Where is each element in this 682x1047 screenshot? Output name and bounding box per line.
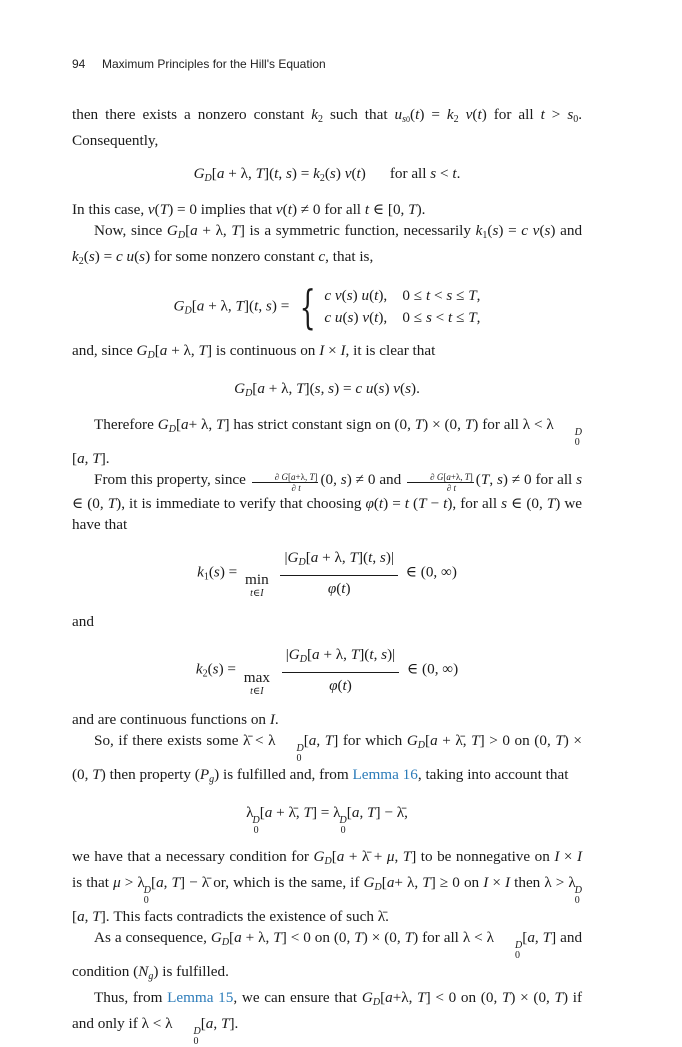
equation-k1-min: $k_1(s)$ = min t∈I $\frac{|G_D[a + \lambda, T](t, s)|}{\varphi(t)}$ ∈ (0, ∞) bbox=[197, 549, 457, 600]
paragraph-4: and, since $G_D[a + \lambda$, T] is continuous on I × I, it is clear that bbox=[72, 342, 436, 361]
equation-green-kernel-k2: $G_D[a + \lambda$, T](t, $s) = k_2(s)$ v(t) for all s < t. bbox=[193, 165, 461, 184]
running-header bbox=[72, 57, 326, 71]
paragraph-9: So, if there exists some λ̄ < λ D 0 [a, T] for which $G_D[a$ + λ̄, T] > 0 on (0, T) × (0, T) then property $(P_g)$ is fulfilled and, from Lemma 16, taking into account that bbox=[72, 731, 582, 785]
paragraph-8: and are continuous functions on I. bbox=[72, 710, 279, 728]
paragraph-5: Therefore $G_D[a+ \lambda$, T] has strict constant sign on (0, T) × (0, T) for all λ < λ D 0 [a, T]. bbox=[72, 416, 583, 467]
running-title: Maximum Principles for the Hill's Equation bbox=[102, 57, 326, 71]
paragraph-10: we have that a necessary condition for $G_D[a$ + λ̄ + μ, T] to be nonnegative on I × I is that μ > λ D 0 [a, T] − λ̄ or, which is the same, if $G_D[a+ \lambda$, T] ≥ 0 on I × I then λ > λ D 0 [a, T]. This facts contradicts the existence of such λ̄. bbox=[72, 847, 583, 925]
lemma-15-link[interactable]: Lemma 15 bbox=[167, 988, 234, 1006]
paragraph-12: Thus, from Lemma 15, we can ensure that $G_D[a+\lambda$, T] < 0 on (0, T) × (0, T) if and only if λ < λ D 0 [a, T]. bbox=[72, 988, 583, 1047]
paragraph-1: then there exists a nonzero constant $k_2$ such that $u_{s0}(t) = k_2$ v(t) for all $t > s_0$. Consequently, bbox=[72, 106, 583, 149]
page-body bbox=[72, 104, 582, 1047]
paragraph-3: Now, since $G_D[a + \lambda$, T] is a symmetric function, necessarily $k_1(s) = c$ v(s) and $k_2(s) = c$ u(s) for some nonzero constant c, that is, bbox=[72, 222, 583, 267]
paragraph-7: and bbox=[72, 613, 94, 631]
page-number: 94 bbox=[72, 57, 86, 71]
paragraph-11: As a consequence, $G_D[a + \lambda$, T] < 0 on (0, T) × (0, T) for all λ < λ D 0 [a, T] and condition $(N_g)$ is fulfilled. bbox=[72, 928, 583, 982]
equation-eigenvalue-shift: λ D 0 [a + λ̄, T] = λ D 0 [a, T] − λ̄, bbox=[246, 803, 408, 836]
paragraph-2: In this case, v(T) = 0 implies that v(t) ≠ 0 for all t ∈ [0, T). bbox=[72, 201, 426, 218]
equation-piecewise-green: $G_D[a + \lambda$, T](t, s) = { c v(s) u(t), 0 ≤ t < s ≤ T, c u(s) v(t), 0 ≤ s < t ≤ T, bbox=[173, 280, 481, 334]
equation-k2-max: $k_2(s)$ = max t∈I $\frac{|G_D[a + \lambda, T](t, s)|}{\varphi(t)}$ ∈ (0, ∞) bbox=[195, 646, 459, 697]
equation-diagonal: $G_D[a + \lambda$, T](s, s) = c u(s) v(s). bbox=[234, 380, 420, 399]
lemma-16-link[interactable]: Lemma 16 bbox=[352, 765, 418, 783]
paragraph-6: From this property, since $\frac{\partial G[a+\lambda, T]}{\partial t}$ (0, s) ≠ 0 and $\frac{\partial G[a+\lambda, T]}{\partial t}$ (T, s) ≠ 0 for all s ∈ (0, T), it is immediate to verify that choosing φ(t) = t (T − t), for all s ∈ (0, T) we have that bbox=[72, 471, 583, 533]
